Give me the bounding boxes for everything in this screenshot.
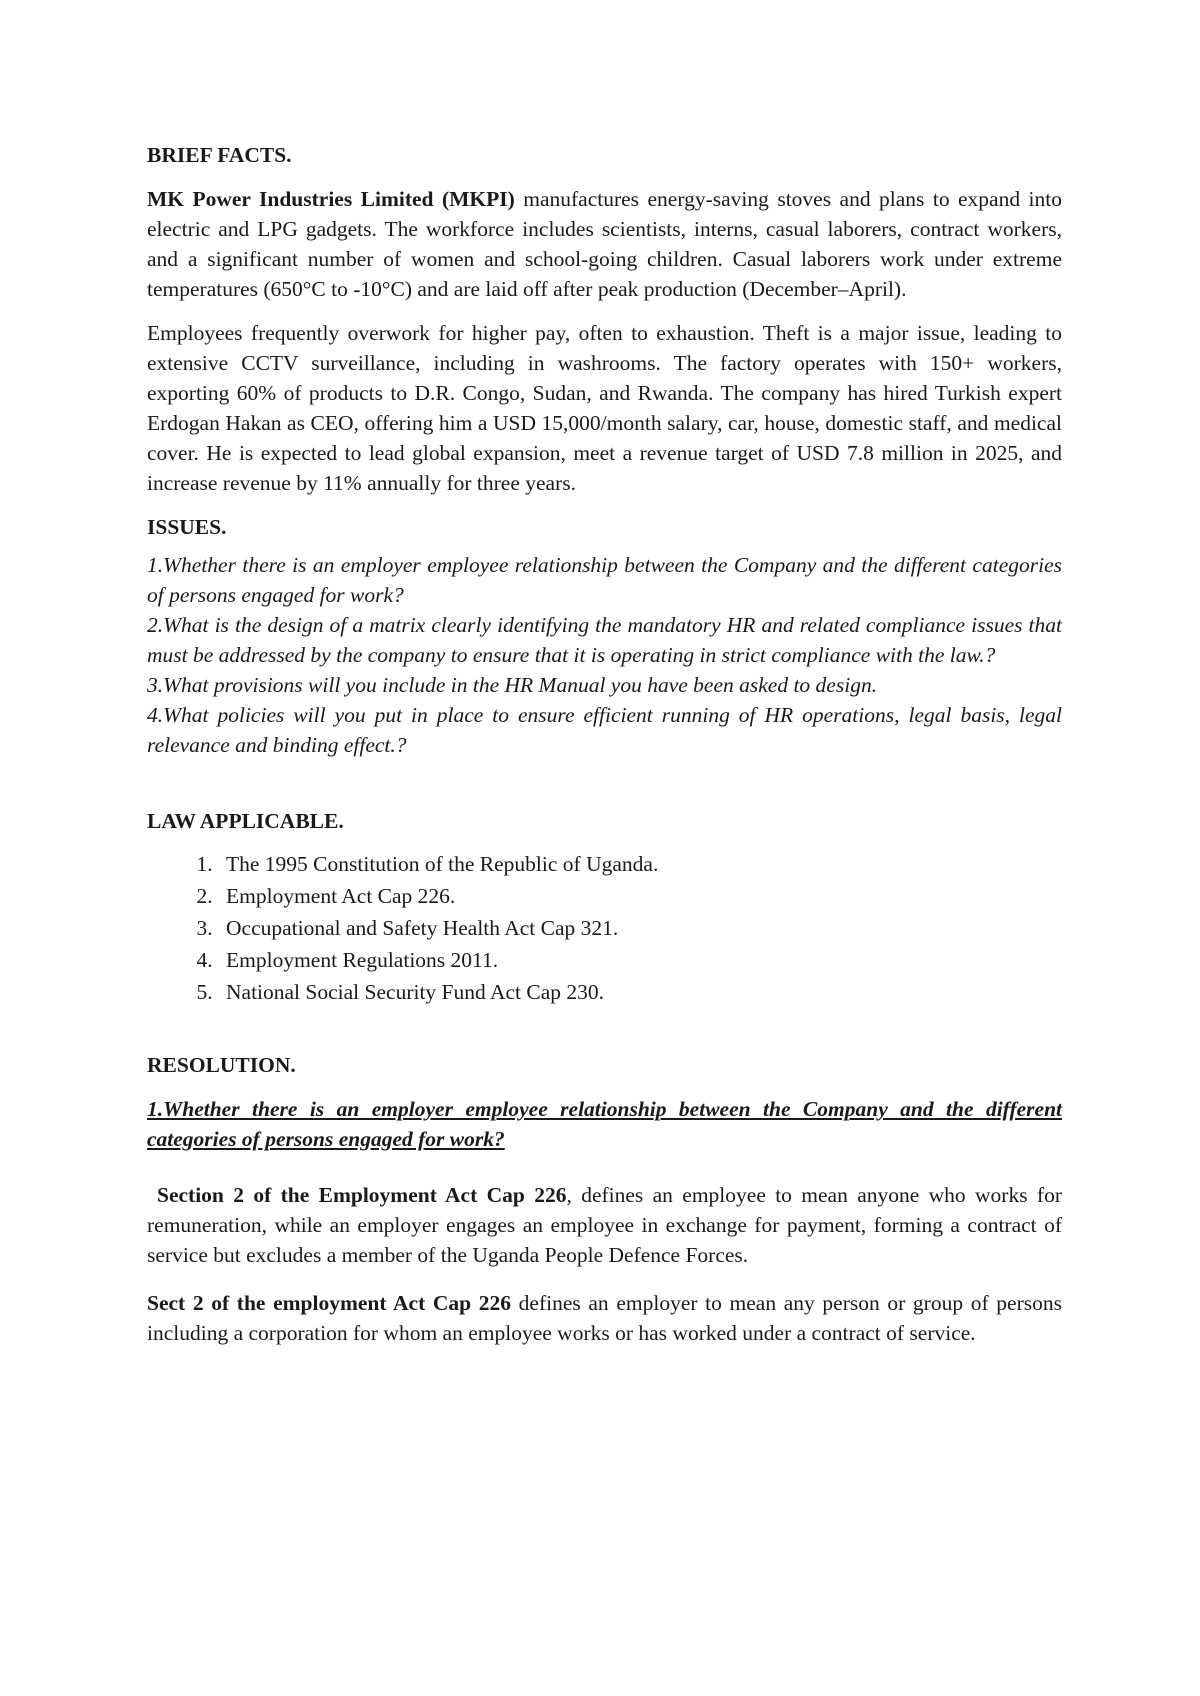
law-list-item: 1. The 1995 Constitution of the Republic of Uganda. xyxy=(218,848,1062,880)
law-applicable-heading: LAW APPLICABLE. xyxy=(147,809,344,833)
law-list-item: 3. Occupational and Safety Health Act Cap 321. xyxy=(218,912,1062,944)
statute-reference: Section 2 of the Employment Act Cap 226 xyxy=(157,1183,567,1207)
document-page xyxy=(147,140,1062,1348)
brief-facts-heading: BRIEF FACTS. xyxy=(147,143,292,167)
issue-item: 2.What is the design of a matrix clearly identifying the mandatory HR and related compliance issues that must be addressed by the company to ensure that it is operating in strict compliance with the law.? xyxy=(147,613,1062,667)
brief-facts-paragraph-1-text: manufactures energy-saving stoves and plans to expand into electric and LPG gadgets. The workforce includes scientists, interns, casual laborers, contract workers, and a significant number of women and school-going children. Casual laborers work under extreme temperatures (650°C to -10°C) and are laid off after peak production (December–April). xyxy=(147,187,1062,301)
brief-facts-paragraph-1 xyxy=(147,184,1062,304)
issue-item: 1.Whether there is an employer employee relationship between the Company and the different categories of persons engaged for work? xyxy=(147,553,1062,607)
law-list xyxy=(147,848,1062,1008)
statute-reference: Sect 2 of the employment Act Cap 226 xyxy=(147,1291,512,1315)
resolution-paragraph-1 xyxy=(147,1180,1062,1270)
resolution-question: 1.Whether there is an employer employee relationship between the Company and the different categories of persons engaged for work? xyxy=(147,1097,1062,1151)
issues-list xyxy=(147,550,1062,760)
company-name: MK Power Industries Limited (MKPI) xyxy=(147,187,515,211)
law-list-item: 5. National Social Security Fund Act Cap 230. xyxy=(218,976,1062,1008)
issue-item: 3.What provisions will you include in the HR Manual you have been asked to design. xyxy=(147,673,878,697)
law-list-item: 4. Employment Regulations 2011. xyxy=(218,944,1062,976)
resolution-heading: RESOLUTION. xyxy=(147,1053,296,1077)
brief-facts-paragraph-2: Employees frequently overwork for higher pay, often to exhaustion. Theft is a major issue, leading to extensive CCTV surveillance, including in washrooms. The factory operates with 150+ workers, exporting 60% of products to D.R. Congo, Sudan, and Rwanda. The company has hired Turkish expert Erdogan Hakan as CEO, offering him a USD 15,000/month salary, car, house, domestic staff, and medical cover. He is expected to lead global expansion, meet a revenue target of USD 7.8 million in 2025, and increase revenue by 11% annually for three years. xyxy=(147,321,1062,495)
issue-item: 4.What policies will you put in place to ensure efficient running of HR operations, legal basis, legal relevance and binding effect.? xyxy=(147,703,1062,757)
law-list-item: 2. Employment Act Cap 226. xyxy=(218,880,1062,912)
issues-heading: ISSUES. xyxy=(147,515,227,539)
resolution-paragraph-2-text: defines an employer to mean any person or group of persons including a corporation for whom an employee works or has worked under a contract of service. xyxy=(147,1291,1062,1345)
resolution-paragraph-2 xyxy=(147,1288,1062,1348)
resolution-paragraph-1-text: , defines an employee to mean anyone who works for remuneration, while an employer engages an employee in exchange for payment, forming a contract of service but excludes a member of the Uganda People Defence Forces. xyxy=(147,1183,1062,1267)
